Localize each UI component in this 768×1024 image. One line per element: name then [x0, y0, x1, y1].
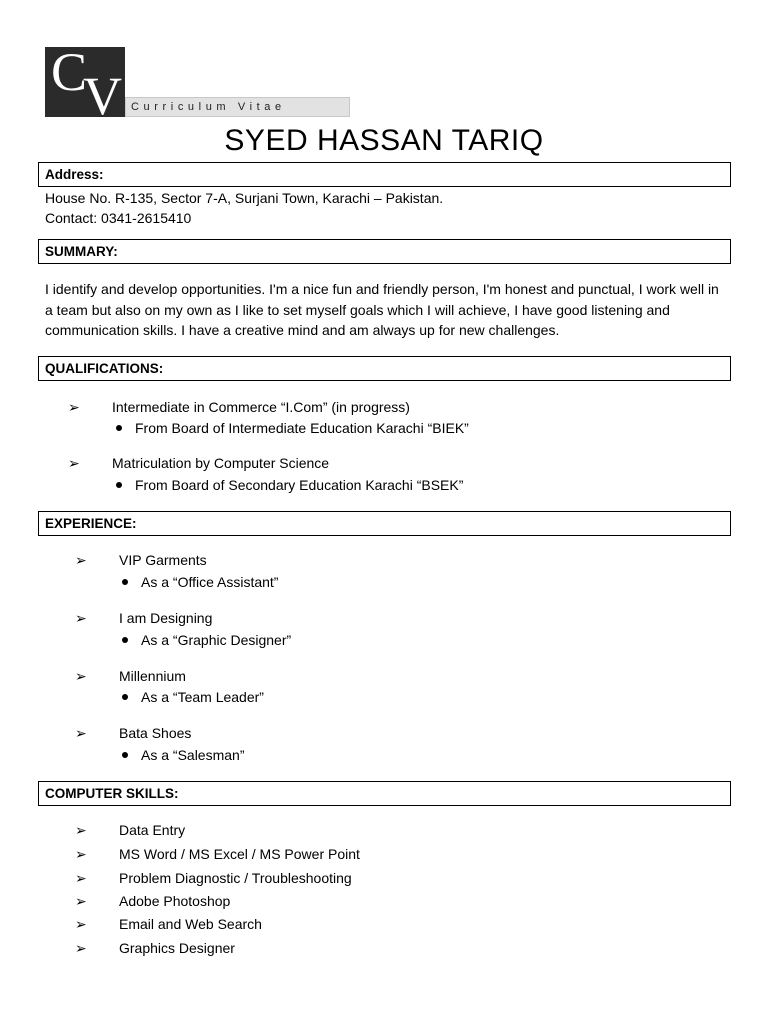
job-role: As a “Salesman”	[141, 747, 245, 763]
skill-label: MS Word / MS Excel / MS Power Point	[119, 846, 360, 862]
arrow-bullet-icon: ➢	[75, 940, 87, 956]
qualification-title: Matriculation by Computer Science	[112, 455, 330, 471]
logo-box	[45, 42, 125, 126]
summary-text: I identify and develop opportunities. I'm a nice fun and friendly person, I'm honest and punctual, I work well in a team but also on my own as I like to set myself goals which I will achieve, I have good listening and communication skills. I have a creative mind and am always up for new challenges.	[45, 281, 719, 338]
address-heading: Address:	[38, 162, 731, 187]
arrow-bullet-icon: ➢	[75, 822, 87, 838]
logo-strip	[125, 97, 350, 117]
dot-bullet-icon	[122, 579, 128, 585]
employer-name: VIP Garments	[119, 552, 207, 568]
arrow-bullet-icon: ➢	[75, 725, 87, 741]
arrow-bullet-icon: ➢	[75, 552, 87, 568]
arrow-bullet-icon: ➢	[68, 399, 80, 415]
qualification-title: Intermediate in Commerce “I.Com” (in progress)	[112, 399, 410, 415]
dot-bullet-icon	[116, 482, 122, 488]
computer-skills-heading: COMPUTER SKILLS:	[38, 781, 731, 806]
skill-label: Adobe Photoshop	[119, 893, 231, 909]
job-role: As a “Graphic Designer”	[141, 632, 292, 648]
qualifications-heading: QUALIFICATIONS:	[38, 356, 731, 381]
job-role: As a “Office Assistant”	[141, 574, 279, 590]
employer-name: Bata Shoes	[119, 725, 192, 741]
address-line: House No. R-135, Sector 7-A, Surjani Town, Karachi – Pakistan.	[45, 190, 444, 206]
dot-bullet-icon	[122, 637, 128, 643]
applicant-name: SYED HASSAN TARIQ	[224, 124, 544, 157]
dot-bullet-icon	[122, 752, 128, 758]
employer-name: I am Designing	[119, 610, 213, 626]
arrow-bullet-icon: ➢	[75, 893, 87, 909]
arrow-bullet-icon: ➢	[75, 610, 87, 626]
experience-heading: EXPERIENCE:	[38, 511, 731, 536]
arrow-bullet-icon: ➢	[68, 455, 80, 471]
dot-bullet-icon	[116, 425, 122, 431]
employer-name: Millennium	[119, 668, 186, 684]
qualification-detail: From Board of Secondary Education Karachi “BSEK”	[135, 477, 464, 493]
dot-bullet-icon	[122, 694, 128, 700]
arrow-bullet-icon: ➢	[75, 846, 87, 862]
skill-label: Graphics Designer	[119, 940, 235, 956]
skill-label: Data Entry	[119, 822, 186, 838]
logo-subtitle: Curriculum Vitae	[131, 101, 286, 113]
skill-label: Email and Web Search	[119, 916, 262, 932]
summary-heading: SUMMARY:	[38, 239, 731, 264]
skill-label: Problem Diagnostic / Troubleshooting	[119, 870, 352, 886]
job-role: As a “Team Leader”	[141, 689, 264, 705]
arrow-bullet-icon: ➢	[75, 668, 87, 684]
logo-letter-c: C	[51, 42, 88, 102]
arrow-bullet-icon: ➢	[75, 870, 87, 886]
arrow-bullet-icon: ➢	[75, 916, 87, 932]
qualification-detail: From Board of Intermediate Education Karachi “BIEK”	[135, 420, 469, 436]
contact-line: Contact: 0341-2615410	[45, 210, 192, 226]
logo-letter-v: V	[83, 66, 122, 126]
